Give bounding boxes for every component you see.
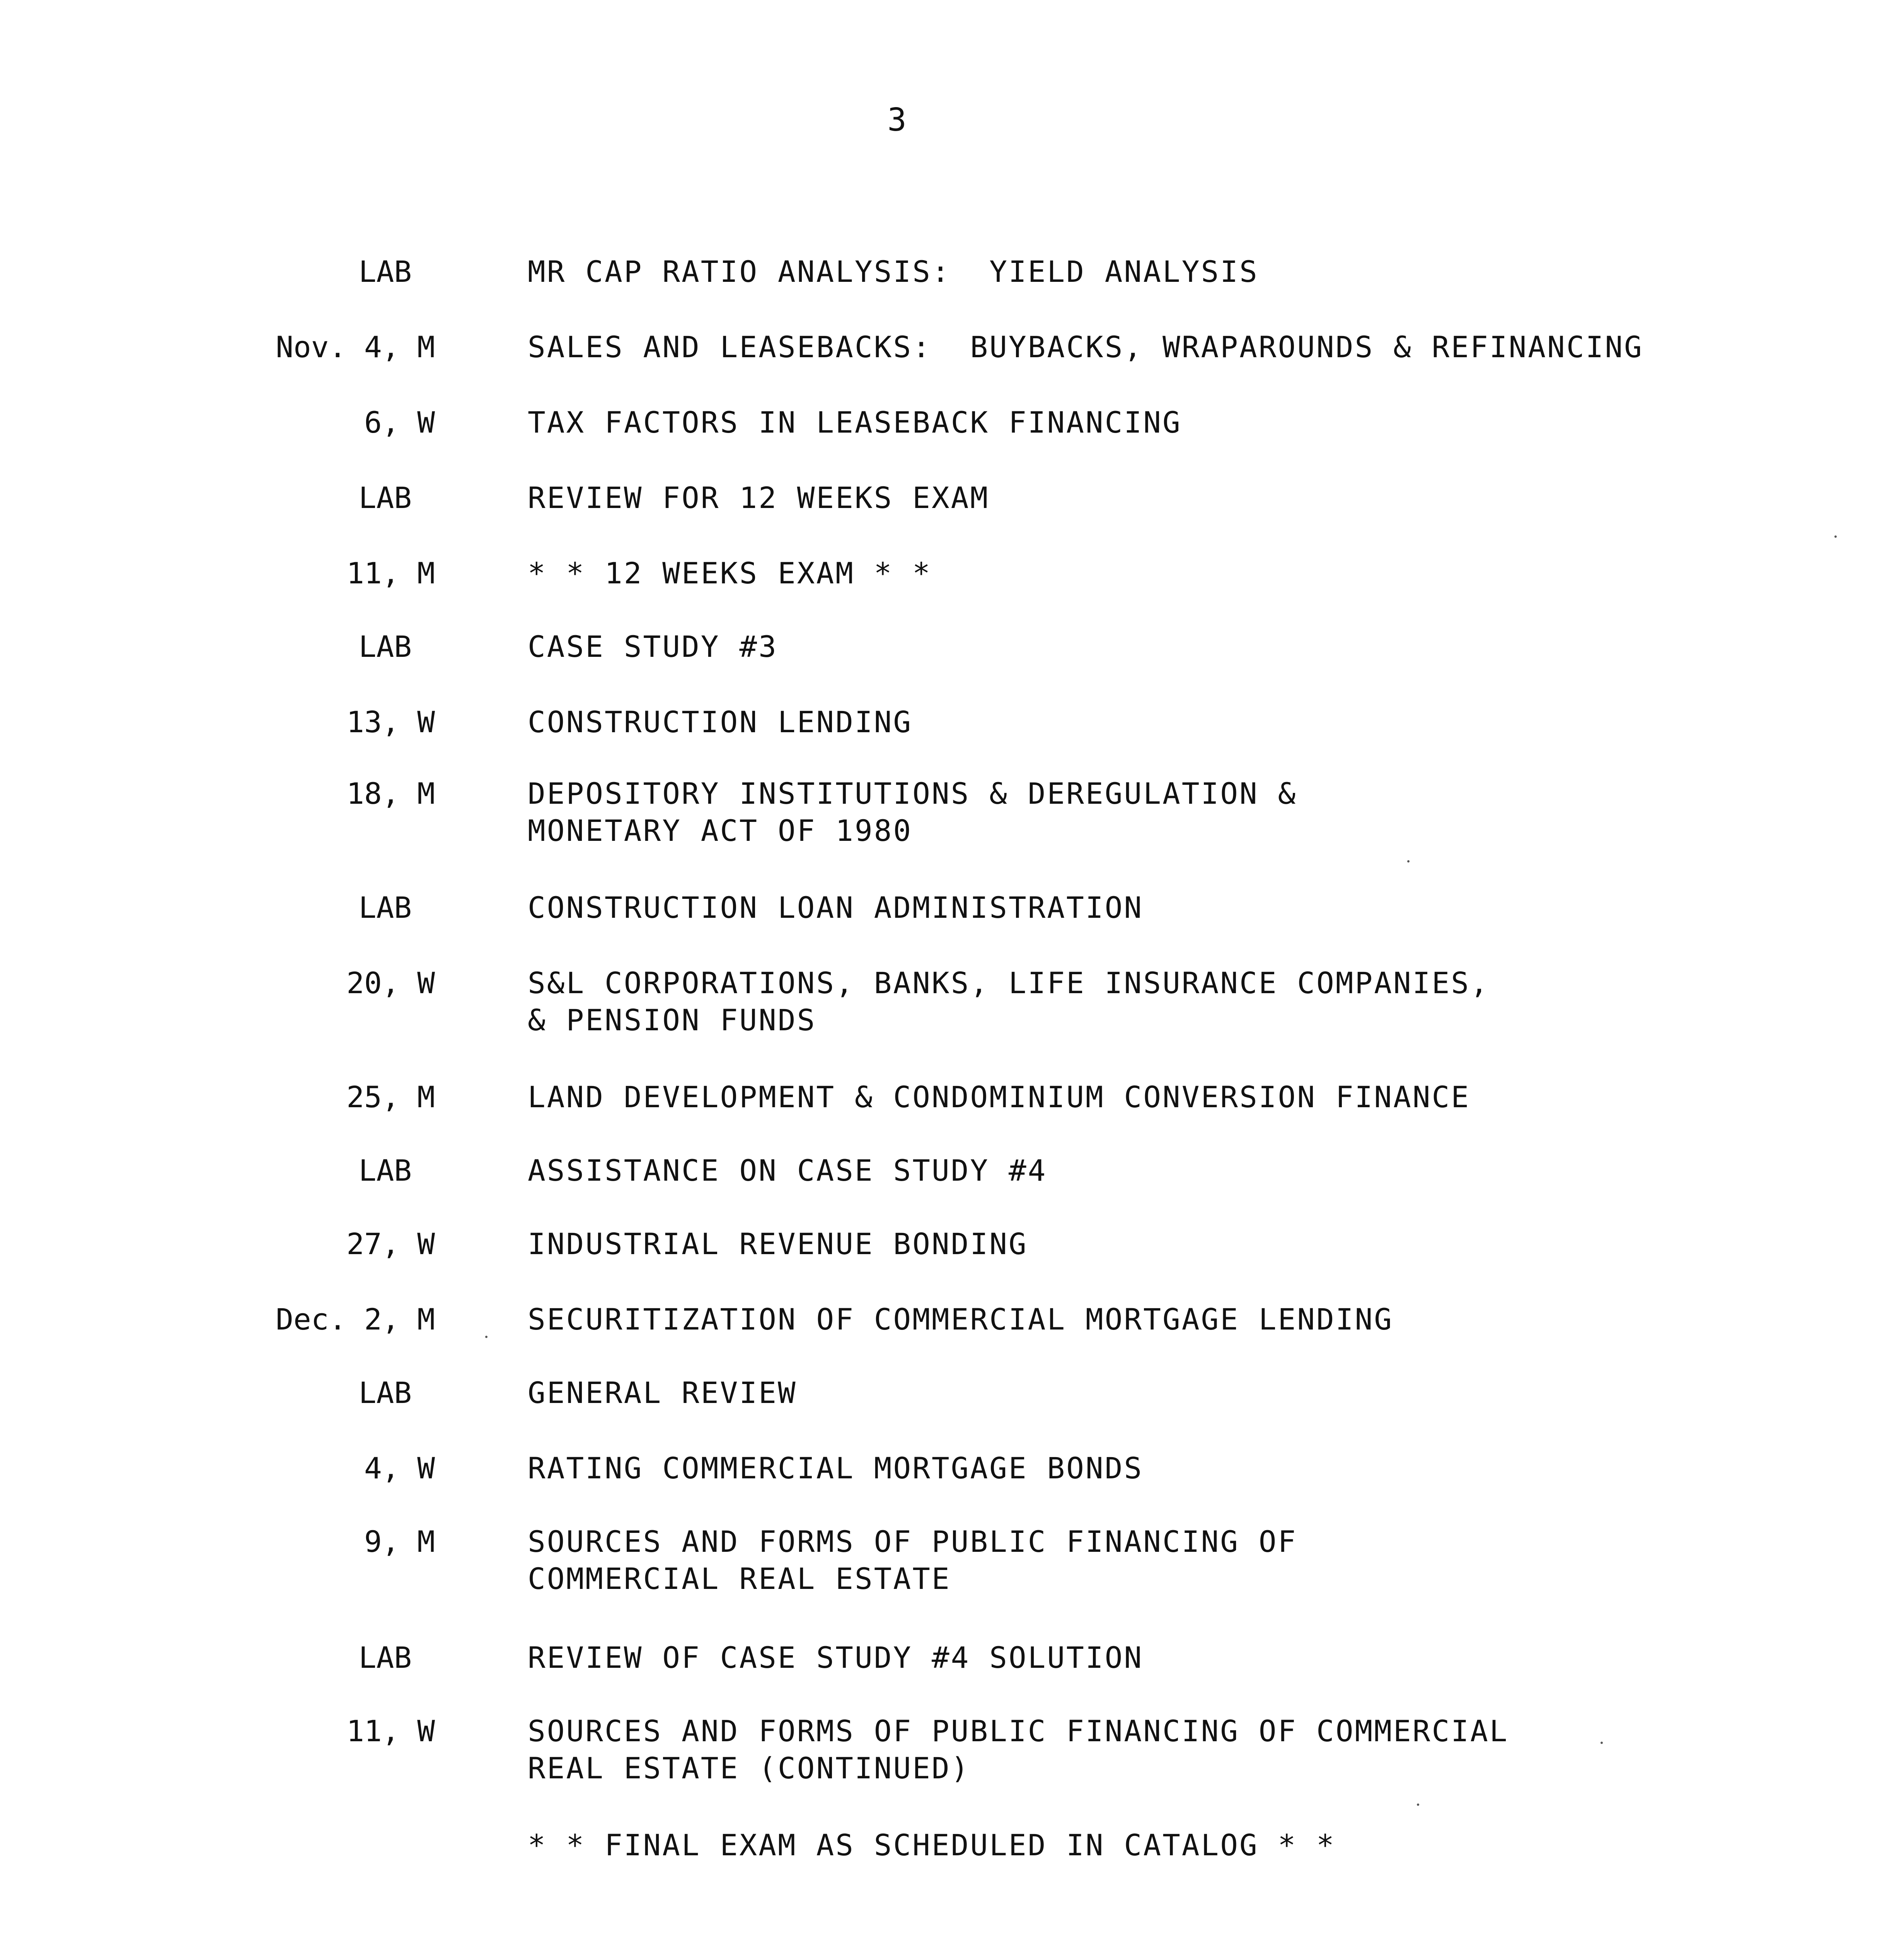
schedule-topic-line: LAND DEVELOPMENT & CONDOMINIUM CONVERSION FINANCE <box>528 1080 1471 1114</box>
schedule-topic <box>528 775 1297 849</box>
scan-speck <box>1407 860 1410 863</box>
schedule-topic <box>528 1079 1470 1116</box>
schedule-topic-line: CASE STUDY #3 <box>528 629 778 664</box>
schedule-topic-line: TAX FACTORS IN LEASEBACK FINANCING <box>528 405 1182 440</box>
schedule-date: LAB <box>358 890 412 925</box>
schedule-topic <box>528 1152 1047 1189</box>
schedule-date: Dec. 2, M <box>276 1302 435 1336</box>
schedule-date: Nov. 4, M <box>276 330 435 364</box>
schedule-topic <box>528 1523 1297 1597</box>
schedule-topic <box>528 555 932 592</box>
schedule-date: 25, M <box>346 1080 435 1114</box>
schedule-topic <box>528 1301 1393 1338</box>
schedule-topic <box>528 479 989 516</box>
schedule-date: LAB <box>358 1640 412 1675</box>
scan-speck <box>485 1336 488 1338</box>
schedule-topic-line: REAL ESTATE (CONTINUED) <box>528 1751 970 1785</box>
scan-speck <box>1601 1742 1603 1744</box>
schedule-topic-line: * * FINAL EXAM AS SCHEDULED IN CATALOG * * <box>528 1828 1336 1862</box>
schedule-topic <box>528 965 1490 1039</box>
schedule-topic-line: SECURITIZATION OF COMMERCIAL MORTGAGE LENDING <box>528 1302 1394 1336</box>
schedule-topic-line: * * 12 WEEKS EXAM * * <box>528 556 932 590</box>
schedule-topic-line: SOURCES AND FORMS OF PUBLIC FINANCING OF COMMERCIAL <box>528 1714 1509 1748</box>
schedule-topic-line: INDUSTRIAL REVENUE BONDING <box>528 1227 1028 1261</box>
schedule-topic <box>528 1639 1143 1676</box>
schedule-topic <box>528 1374 797 1411</box>
schedule-topic-line: RATING COMMERCIAL MORTGAGE BONDS <box>528 1451 1144 1485</box>
schedule-topic <box>528 329 1643 366</box>
schedule-topic <box>528 1450 1143 1487</box>
schedule-date: 6, W <box>364 405 435 440</box>
schedule-date: 11, M <box>346 556 435 590</box>
schedule-date: LAB <box>358 1153 412 1188</box>
scan-speck <box>1417 1803 1419 1806</box>
schedule-topic-line: CONSTRUCTION LOAN ADMINISTRATION <box>528 890 1144 925</box>
schedule-date: 18, M <box>346 776 435 811</box>
schedule-topic-line: S&L CORPORATIONS, BANKS, LIFE INSURANCE COMPANIES, <box>528 966 1490 1000</box>
schedule-date: LAB <box>358 629 412 664</box>
schedule-date: LAB <box>358 1376 412 1410</box>
schedule-topic <box>528 704 912 741</box>
schedule-topic-line: SOURCES AND FORMS OF PUBLIC FINANCING OF <box>528 1524 1297 1559</box>
schedule-topic <box>528 404 1182 441</box>
schedule-topic <box>528 889 1143 926</box>
schedule-date: 9, M <box>364 1524 435 1559</box>
page-number: 3 <box>887 102 907 138</box>
schedule-topic <box>528 1713 1509 1787</box>
schedule-topic <box>528 628 778 665</box>
schedule-topic-line: REVIEW FOR 12 WEEKS EXAM <box>528 481 990 515</box>
schedule-topic <box>528 253 1259 290</box>
schedule-topic-line: COMMERCIAL REAL ESTATE <box>528 1561 951 1596</box>
schedule-date: 11, W <box>346 1714 435 1748</box>
schedule-topic-line: REVIEW OF CASE STUDY #4 SOLUTION <box>528 1640 1144 1675</box>
schedule-date: 4, W <box>364 1451 435 1485</box>
schedule-date: 20, W <box>346 966 435 1000</box>
schedule-topic-line: MONETARY ACT OF 1980 <box>528 813 913 848</box>
schedule-topic-line: & PENSION FUNDS <box>528 1003 816 1037</box>
schedule-topic-line: DEPOSITORY INSTITUTIONS & DEREGULATION & <box>528 776 1297 811</box>
schedule-topic-line: ASSISTANCE ON CASE STUDY #4 <box>528 1153 1047 1188</box>
schedule-topic <box>528 1827 1336 1864</box>
schedule-date: LAB <box>358 481 412 515</box>
schedule-topic-line: MR CAP RATIO ANALYSIS: YIELD ANALYSIS <box>528 254 1259 289</box>
scan-speck <box>1834 535 1837 538</box>
schedule-date: 27, W <box>346 1227 435 1261</box>
schedule-topic-line: CONSTRUCTION LENDING <box>528 705 913 739</box>
schedule-date: LAB <box>358 254 412 289</box>
schedule-topic-line: GENERAL REVIEW <box>528 1376 797 1410</box>
schedule-date: 13, W <box>346 705 435 739</box>
schedule-topic-line: SALES AND LEASEBACKS: BUYBACKS, WRAPAROUNDS & REFINANCING <box>528 330 1643 364</box>
schedule-topic <box>528 1226 1028 1263</box>
